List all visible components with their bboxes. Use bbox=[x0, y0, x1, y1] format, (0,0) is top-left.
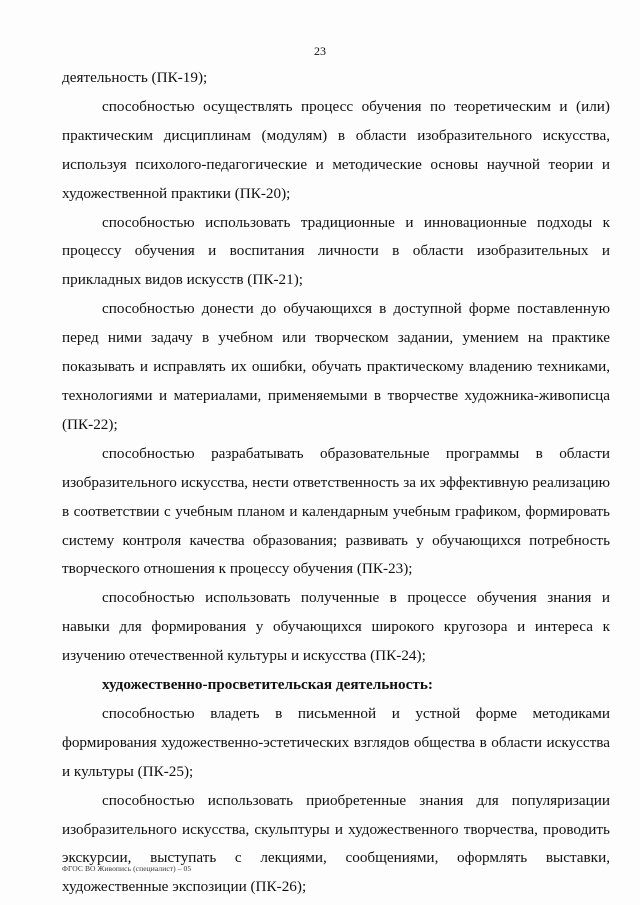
section-heading: художественно-просветительская деятельность: bbox=[102, 676, 433, 694]
paragraph-pk21: способностью использовать традиционные и инновационные подходы к процессу обучения и воспитания личности в области изобразительных и прикладных видов искусств (ПК-21); bbox=[62, 213, 610, 289]
paragraph-pk20: способностью осуществлять процесс обучения по теоретическим и (или) практическим дисциплинам (модулям) в области изобразительного искусства, используя психолого-педагогические и методические основы научной теории и художественной практики (ПК-20); bbox=[62, 97, 610, 202]
paragraph-pk22: способностью донести до обучающихся в доступной форме поставленную перед ними задачу в учебном или творческом задании, умением на практике показывать и исправлять их ошибки, обучать практическому владению техниками, технологиями и материалами, применяемыми в творчестве художника-живописца (ПК-22); bbox=[62, 300, 610, 433]
paragraph-pk25: способностью владеть в письменной и устной форме методиками формирования художественно-эстетических взглядов общества в области искусства и культуры (ПК-25); bbox=[62, 704, 610, 780]
paragraph-pk23: способностью разрабатывать образовательные программы в области изобразительного искусства, нести ответственность за их эффективную реализацию в соответствии с учебным планом и календарным учебным графиком, формировать систему контроля качества образования; развивать у обучающихся потребность творческого отношения к процессу обучения (ПК-23); bbox=[62, 444, 610, 578]
paragraph-continuation: деятельность (ПК-19); bbox=[62, 69, 208, 86]
footer-note: ФГОС ВО Живопись (специалист) – 05 bbox=[62, 864, 192, 873]
page-number: 23 bbox=[314, 44, 326, 58]
paragraph-pk26: способностью использовать приобретенные знания для популяризации изобразительного искусства, скульптуры и художественного творчества, проводить экскурсии, выступать с лекциями, сообщениями, оформлять выставки, художественные экспозиции (ПК-26); bbox=[62, 791, 610, 896]
paragraph-pk24: способностью использовать полученные в процессе обучения знания и навыки для формирования у обучающихся широкого кругозора и интереса к изучению отечественной культуры и искусства (ПК-24); bbox=[62, 589, 610, 665]
document-body bbox=[62, 64, 610, 902]
